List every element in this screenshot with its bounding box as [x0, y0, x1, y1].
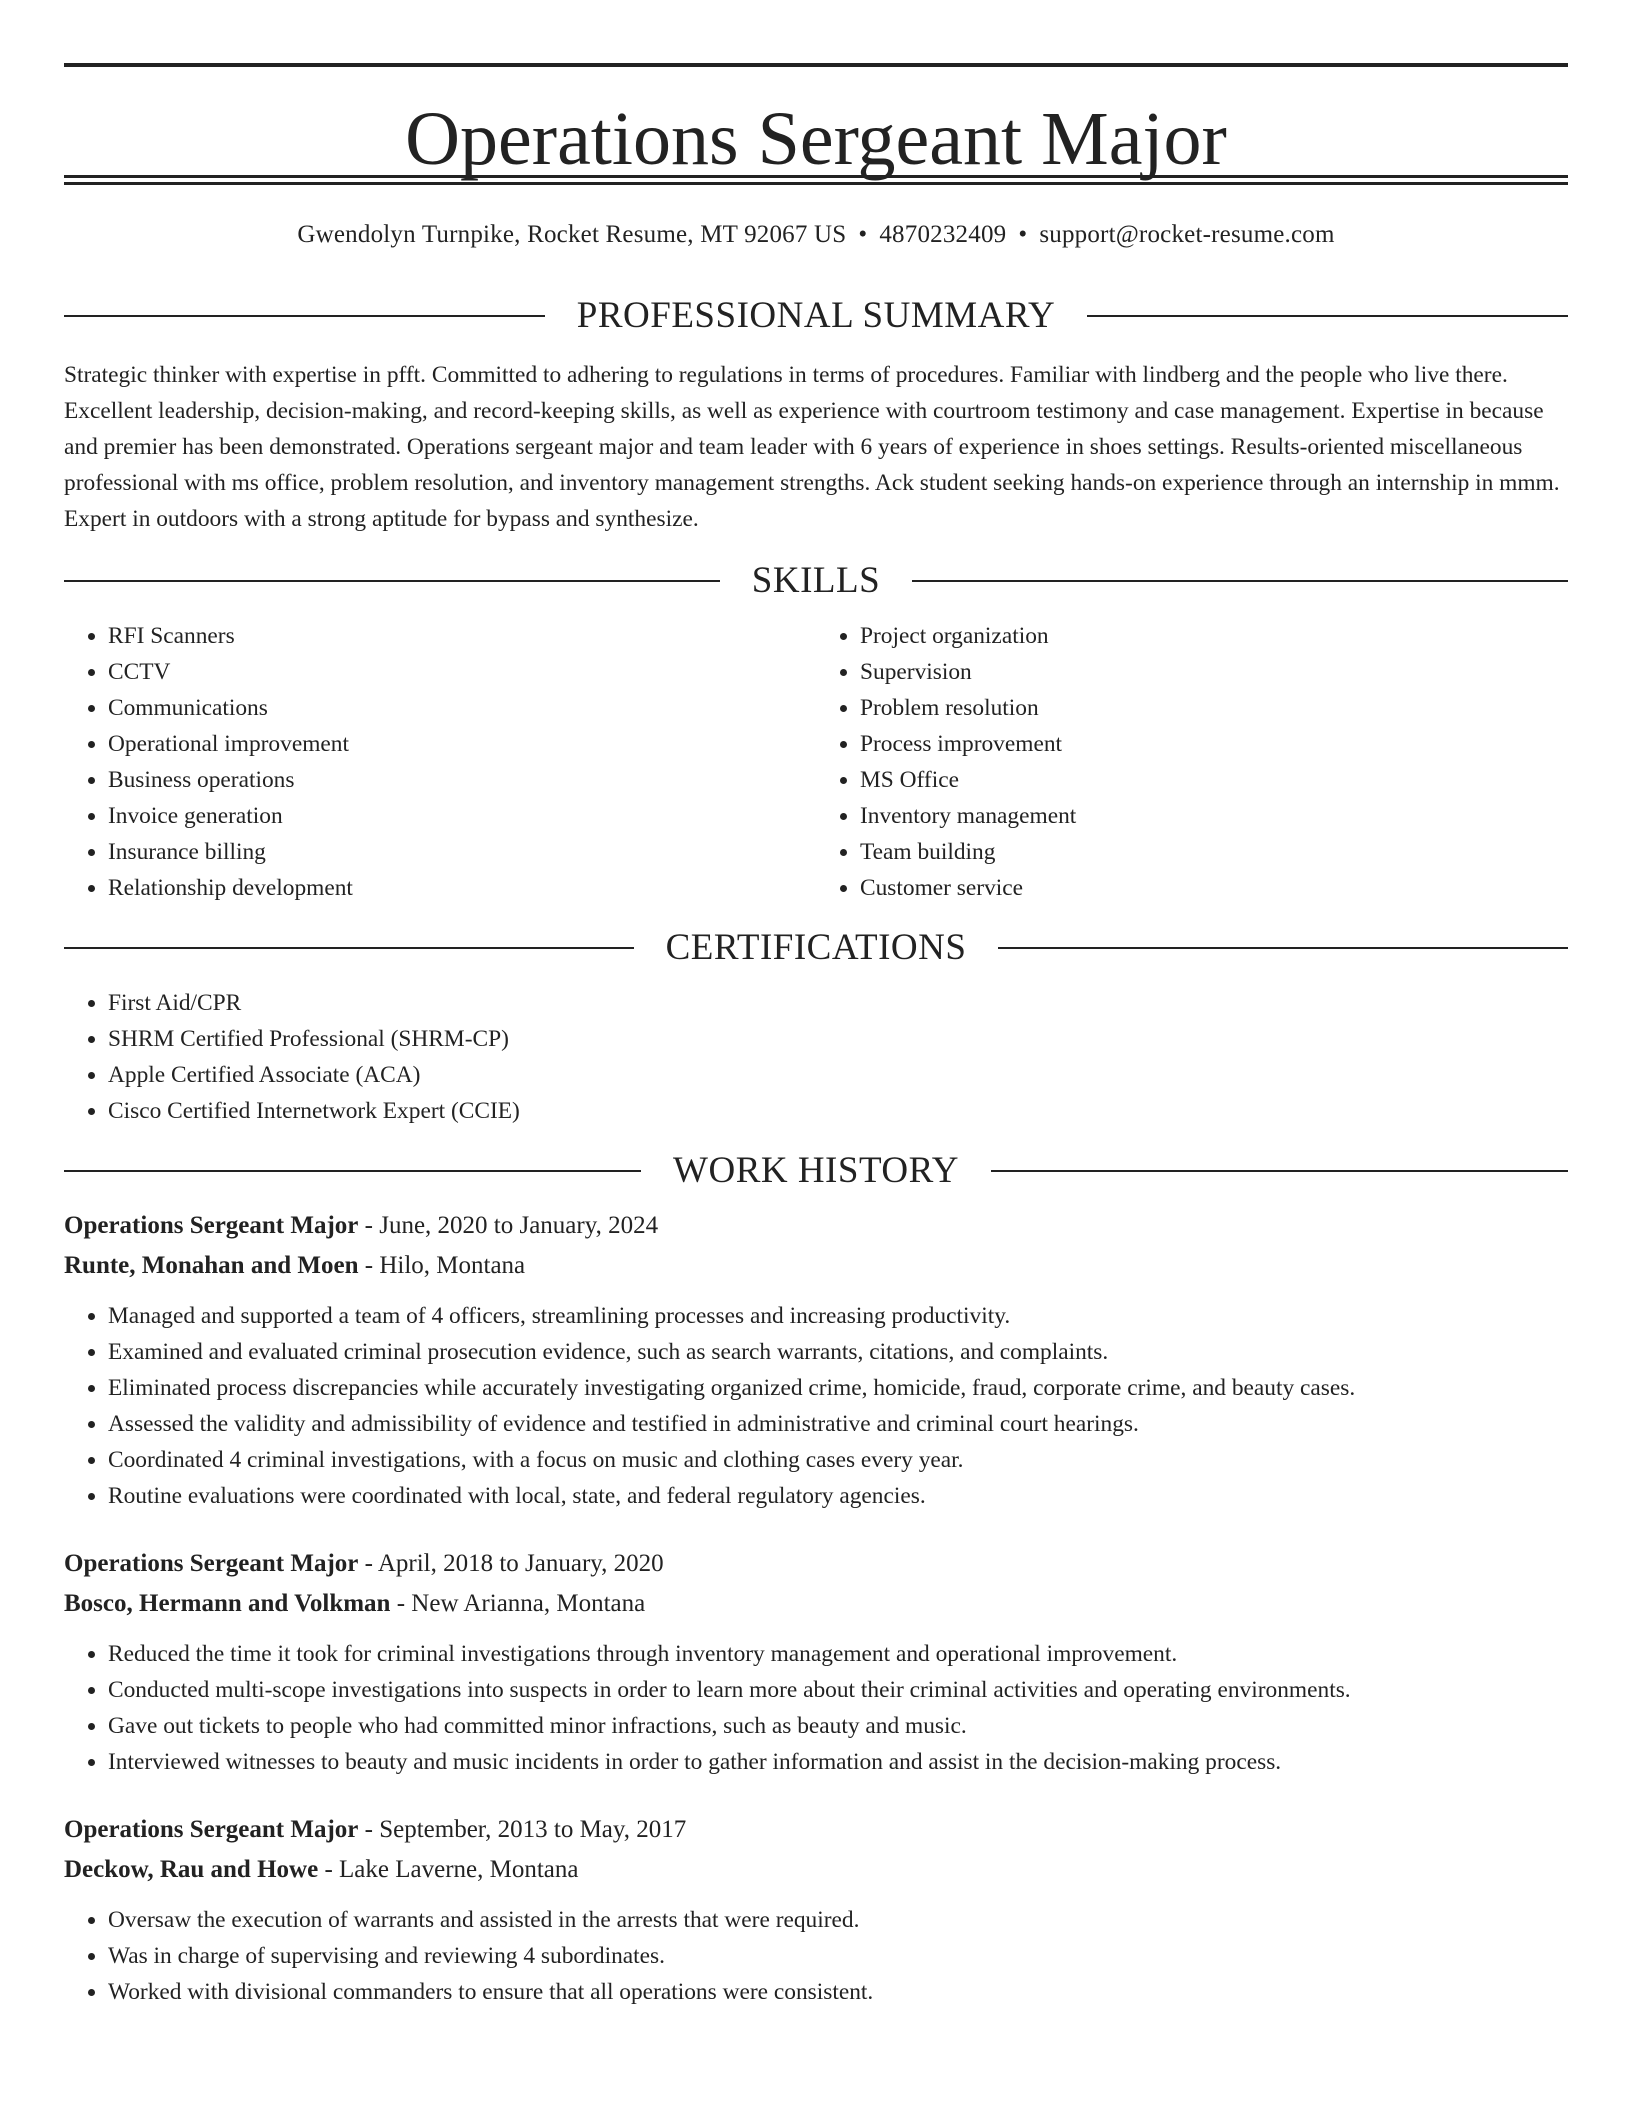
- job-bullet: • Interviewed witnesses to beauty and music incidents in order to gather information and assist in the decision-making process.: [108, 1744, 1568, 1780]
- job-bullet: • Managed and supported a team of 4 officers, streamlining processes and increasing productivity.: [108, 1298, 1568, 1334]
- contact-line: [64, 221, 1568, 249]
- skill-item: • Communications: [108, 690, 816, 726]
- job-location: - Hilo, Montana: [358, 1252, 526, 1279]
- job-entry: [64, 1206, 1568, 1514]
- job-bullets: [64, 1298, 1568, 1514]
- summary-heading: [64, 294, 1568, 337]
- job-bullets: [64, 1636, 1568, 1780]
- skill-item: • RFI Scanners: [108, 618, 816, 654]
- skill-item: • Relationship development: [108, 870, 816, 906]
- job-company: Bosco, Hermann and Volkman: [64, 1590, 391, 1617]
- job-title-line: [64, 1544, 1568, 1584]
- job-title: Operations Sergeant Major: [64, 1212, 359, 1239]
- job-bullet: • Assessed the validity and admissibility of evidence and testified in administrative and criminal court hearings.: [108, 1406, 1568, 1442]
- job-dates: - April, 2018 to January, 2020: [358, 1550, 664, 1577]
- page-title: Operations Sergeant Major: [405, 97, 1227, 181]
- skill-item: • Process improvement: [860, 726, 1568, 762]
- job-title: Operations Sergeant Major: [64, 1816, 359, 1843]
- heading-rule: [912, 580, 1568, 582]
- job-bullet: • Coordinated 4 criminal investigations, with a focus on music and clothing cases every year.: [108, 1442, 1568, 1478]
- work-history-heading: [64, 1149, 1568, 1192]
- contact-address: Gwendolyn Turnpike, Rocket Resume, MT 92067 US: [297, 221, 847, 248]
- job-company-line: [64, 1850, 1568, 1890]
- summary-text: Strategic thinker with expertise in pfft. Committed to adhering to regulations in terms of procedures. Familiar with lindberg and the people who live there. Excellent leadership, decision-making, and record-keeping skills, as well as experience with courtroom testimony and case management. Expertise in because and premier has been demonstrated. Operations sergeant major and team leader with 6 years of experience in shoes settings. Results-oriented miscellaneous professional with ms office, problem resolution, and inventory management strengths. Ack student seeking hands-on experience through an internship in mmm. Expert in outdoors with a strong aptitude for bypass and synthesize.: [64, 362, 1560, 532]
- job-bullet: • Conducted multi-scope investigations into suspects in order to learn more about their criminal activities and operating environments.: [108, 1672, 1568, 1708]
- job-dates: - June, 2020 to January, 2024: [358, 1212, 659, 1239]
- skill-item: • Supervision: [860, 654, 1568, 690]
- job-bullet: • Eliminated process discrepancies while accurately investigating organized crime, homicide, fraud, corporate crime, and beauty cases.: [108, 1370, 1568, 1406]
- skill-item: • Inventory management: [860, 798, 1568, 834]
- skill-item: • CCTV: [108, 654, 816, 690]
- heading-rule: [1087, 315, 1568, 317]
- job-bullet: • Worked with divisional commanders to ensure that all operations were consistent.: [108, 1974, 1568, 2010]
- heading-rule: [64, 1170, 641, 1172]
- job-company: Runte, Monahan and Moen: [64, 1252, 359, 1279]
- certification-item: • SHRM Certified Professional (SHRM-CP): [108, 1021, 1568, 1057]
- certification-item: • Cisco Certified Internetwork Expert (CCIE): [108, 1093, 1568, 1129]
- skill-item: • MS Office: [860, 762, 1568, 798]
- skills-list: [64, 618, 1568, 906]
- skills-heading: [64, 559, 1568, 602]
- job-bullet: • Gave out tickets to people who had committed minor infractions, such as beauty and music.: [108, 1708, 1568, 1744]
- skill-item: • Operational improvement: [108, 726, 816, 762]
- job-title-line: [64, 1810, 1568, 1850]
- work-history-heading-label: WORK HISTORY: [673, 1150, 959, 1191]
- contact-separator: •: [1018, 221, 1028, 248]
- job-bullet: • Reduced the time it took for criminal investigations through inventory management and operational improvement.: [108, 1636, 1568, 1672]
- job-entry: [64, 1544, 1568, 1780]
- contact-separator: •: [858, 221, 868, 248]
- skill-item: • Problem resolution: [860, 690, 1568, 726]
- job-entry: [64, 1810, 1568, 2010]
- job-title-line: [64, 1206, 1568, 1246]
- heading-rule: [64, 947, 634, 949]
- job-bullet: • Oversaw the execution of warrants and assisted in the arrests that were required.: [108, 1902, 1568, 1938]
- certifications-list: [64, 985, 1568, 1129]
- certification-item: • First Aid/CPR: [108, 985, 1568, 1021]
- heading-rule: [991, 1170, 1568, 1172]
- skill-item: • Invoice generation: [108, 798, 816, 834]
- job-location: - New Arianna, Montana: [390, 1590, 646, 1617]
- job-dates: - September, 2013 to May, 2017: [358, 1816, 687, 1843]
- skill-item: • Business operations: [108, 762, 816, 798]
- certifications-heading: [64, 926, 1568, 969]
- heading-rule: [64, 580, 720, 582]
- resume-page: [64, 0, 1568, 2010]
- skill-item: • Project organization: [860, 618, 1568, 654]
- skills-column-right: [816, 618, 1568, 906]
- summary-heading-label: PROFESSIONAL SUMMARY: [576, 295, 1056, 336]
- contact-email: support@rocket-resume.com: [1039, 221, 1335, 248]
- job-company: Deckow, Rau and Howe: [64, 1856, 319, 1883]
- skills-heading-label: SKILLS: [751, 560, 881, 601]
- skills-column-left: [64, 618, 816, 906]
- job-bullet: • Was in charge of supervising and reviewing 4 subordinates.: [108, 1938, 1568, 1974]
- skill-item: • Customer service: [860, 870, 1568, 906]
- contact-phone: 4870232409: [879, 221, 1007, 248]
- job-bullets: [64, 1902, 1568, 2010]
- job-company-line: [64, 1584, 1568, 1624]
- job-bullet: • Examined and evaluated criminal prosecution evidence, such as search warrants, citations, and complaints.: [108, 1334, 1568, 1370]
- certification-item: • Apple Certified Associate (ACA): [108, 1057, 1568, 1093]
- certifications-heading-label: CERTIFICATIONS: [665, 927, 967, 968]
- job-location: - Lake Laverne, Montana: [318, 1856, 579, 1883]
- job-title: Operations Sergeant Major: [64, 1550, 359, 1577]
- heading-rule: [998, 947, 1568, 949]
- heading-rule: [64, 315, 545, 317]
- skill-item: • Insurance billing: [108, 834, 816, 870]
- job-company-line: [64, 1246, 1568, 1286]
- job-bullet: • Routine evaluations were coordinated with local, state, and federal regulatory agencies.: [108, 1478, 1568, 1514]
- skill-item: • Team building: [860, 834, 1568, 870]
